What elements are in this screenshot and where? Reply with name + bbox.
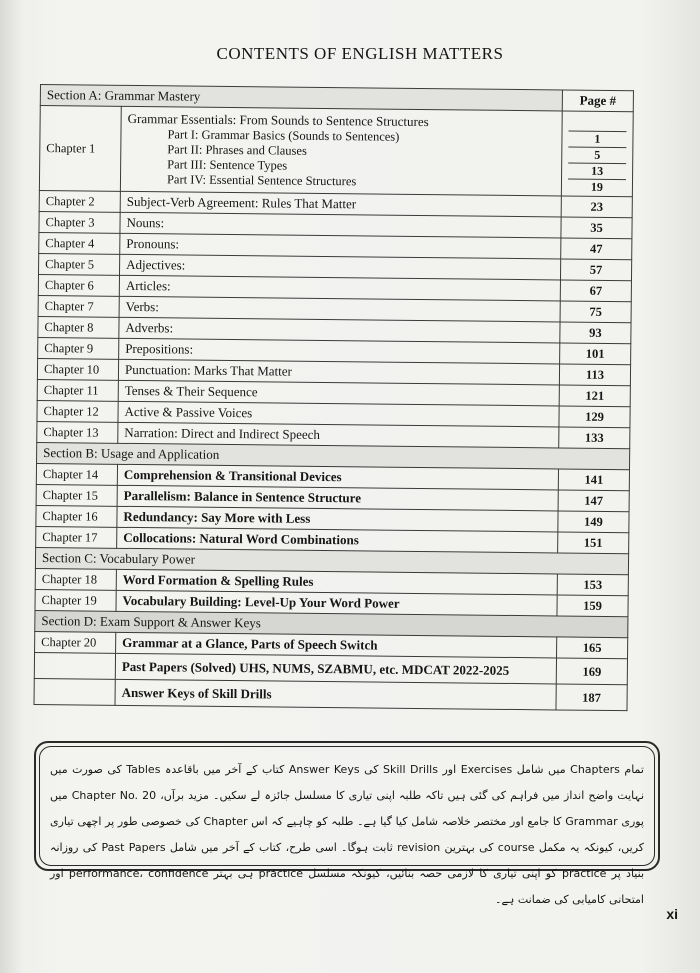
chapter-label: Chapter 18 xyxy=(35,568,116,590)
chapter-topic: Prepositions: xyxy=(119,338,560,364)
chapter-label: Chapter 7 xyxy=(38,295,119,317)
chapter-label: Chapter 4 xyxy=(39,232,120,254)
chapter-topic: Subject-Verb Agreement: Rules That Matter xyxy=(120,191,561,217)
page-number-cell: 67 xyxy=(560,280,631,302)
chapter-topic: Collocations: Natural Word Combinations xyxy=(117,527,558,553)
page-column-header: Page # xyxy=(562,90,633,112)
urdu-note-box: تمام Chapters میں شامل Exercises اور Skill Drills کی Answer Keys کتاب کے آخر میں باقاعدہ Tables کی صورت میں نہایت واضح انداز میں فراہم کی گئی ہیں تاکہ طلبہ اپنی تیاری کا مسلسل جائزہ لے سکیں۔ مزید برآں، Chapter No. 20 میں پوری Grammar کا جامع اور مختصر خلاصہ شامل کیا گیا ہے۔ طلبہ کو چاہیے کہ اس Chapter کی خصوصی طور پر اچھی تیاری کریں، کیونکہ یہ مکمل course کی بہترین revision ثابت ہوگا۔ اسی طرح، کتاب کے آخر میں شامل Past Papers کی روزانہ بنیاد پر practice کو اپنی تیاری کا لازمی حصہ بنائیں، کیونکہ مسلسل practice ہی بہتر performance، confidence اور امتحانی کامیابی کی ضمانت ہے۔ xyxy=(34,741,660,871)
chapter-row xyxy=(34,678,627,710)
chapter-label: Chapter 11 xyxy=(37,379,118,401)
chapter-label: Chapter 1 xyxy=(39,106,121,192)
section-heading: Section D: Exam Support & Answer Keys xyxy=(35,610,628,637)
page-number-cell: 159 xyxy=(557,595,628,617)
page-number: xi xyxy=(666,906,678,922)
chapter-label xyxy=(34,678,115,705)
chapter-topic: Active & Passive Voices xyxy=(118,401,559,427)
part-title: Part II: Phrases and Clauses xyxy=(167,142,307,158)
chapter-topic: Verbs: xyxy=(119,296,560,322)
page-number-cell: 93 xyxy=(560,322,631,344)
chapter-title: Grammar Essentials: From Sounds to Sentence Structures xyxy=(127,110,429,130)
chapter-label: Chapter 6 xyxy=(38,274,119,296)
chapter-topic: Answer Keys of Skill Drills xyxy=(115,679,556,710)
page-number-cell: 169 xyxy=(556,658,627,685)
chapter-topic: Tenses & Their Sequence xyxy=(118,380,559,406)
chapter-topic: Articles: xyxy=(119,275,560,301)
page-number-cell xyxy=(561,111,633,197)
chapter-label: Chapter 3 xyxy=(39,211,120,233)
page-number-cell: 129 xyxy=(559,406,630,428)
page-spacer xyxy=(569,113,627,132)
section-heading: Section A: Grammar Mastery xyxy=(40,85,562,111)
chapter-topic: Redundancy: Say More with Less xyxy=(117,506,558,532)
part-title: Part IV: Essential Sentence Structures xyxy=(166,172,357,189)
chapter-label: Chapter 2 xyxy=(39,190,120,212)
section-heading: Section C: Vocabulary Power xyxy=(35,547,628,574)
part-page-number: 13 xyxy=(568,163,626,180)
part-title: Part III: Sentence Types xyxy=(167,157,288,173)
part-page-number: 5 xyxy=(568,147,626,164)
part-page-number: 19 xyxy=(568,179,626,196)
page-number-cell: 57 xyxy=(560,259,631,281)
chapter-label xyxy=(34,652,115,679)
page-title: CONTENTS OF ENGLISH MATTERS xyxy=(216,44,504,63)
page-number-cell: 35 xyxy=(561,217,632,239)
chapter-label: Chapter 10 xyxy=(37,358,118,380)
chapter-topic: Adjectives: xyxy=(120,254,561,280)
section-heading: Section B: Usage and Application xyxy=(37,442,630,469)
chapter-label: Chapter 19 xyxy=(35,589,116,611)
page-number-cell: 75 xyxy=(560,301,631,323)
page-number-cell: 165 xyxy=(557,637,628,659)
chapter-label: Chapter 5 xyxy=(39,253,120,275)
chapter-label: Chapter 20 xyxy=(35,631,116,653)
chapter-row xyxy=(39,106,633,197)
chapter-topic: Parallelism: Balance in Sentence Structure xyxy=(117,485,558,511)
page-number-cell: 113 xyxy=(559,364,630,386)
page-number-cell: 187 xyxy=(556,684,627,711)
chapter-topic: Vocabulary Building: Level-Up Your Word Power xyxy=(116,590,557,616)
chapter-topic: Punctuation: Marks That Matter xyxy=(118,359,559,385)
chapter-topic: Adverbs: xyxy=(119,317,560,343)
chapter-topic: Pronouns: xyxy=(120,233,561,259)
page-number-cell: 151 xyxy=(558,532,629,554)
chapter-topic xyxy=(120,106,562,196)
chapter-topic: Nouns: xyxy=(120,212,561,238)
page-number-cell: 149 xyxy=(558,511,629,533)
chapter-label: Chapter 15 xyxy=(36,484,117,506)
chapter-label: Chapter 13 xyxy=(37,421,118,443)
page-number-cell: 101 xyxy=(560,343,631,365)
chapter-label: Chapter 9 xyxy=(38,337,119,359)
chapter-label: Chapter 12 xyxy=(37,400,118,422)
page-number-cell: 147 xyxy=(558,490,629,512)
chapter-topic: Grammar at a Glance, Parts of Speech Switch xyxy=(116,632,557,658)
chapter-label: Chapter 16 xyxy=(36,505,117,527)
chapter-label: Chapter 14 xyxy=(36,463,117,485)
page-number-cell: 121 xyxy=(559,385,630,407)
chapter-topic: Comprehension & Transitional Devices xyxy=(117,464,558,490)
page-number-cell: 23 xyxy=(561,196,632,218)
part-page-number: 1 xyxy=(568,131,626,148)
page-number-cell: 47 xyxy=(561,238,632,260)
chapter-topic: Past Papers (Solved) UHS, NUMS, SZABMU, etc. MDCAT 2022-2025 xyxy=(115,653,556,684)
contents-table xyxy=(33,84,633,711)
page-number-cell: 153 xyxy=(557,574,628,596)
chapter-label: Chapter 8 xyxy=(38,316,119,338)
chapter-topic: Word Formation & Spelling Rules xyxy=(116,569,557,595)
chapter-topic: Narration: Direct and Indirect Speech xyxy=(118,422,559,448)
part-title: Part I: Grammar Basics (Sounds to Sentences) xyxy=(167,127,400,144)
page-number-cell: 133 xyxy=(559,427,630,449)
page-number-cell: 141 xyxy=(558,469,629,491)
chapter-label: Chapter 17 xyxy=(36,526,117,548)
